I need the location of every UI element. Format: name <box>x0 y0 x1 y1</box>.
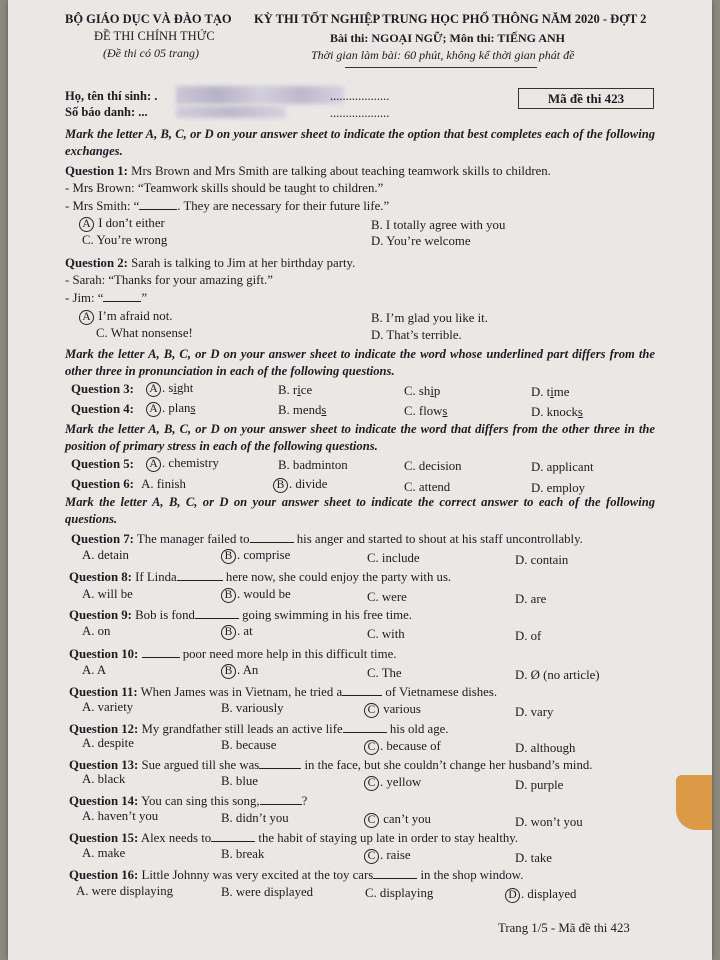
q11-option-d: D. vary <box>515 705 554 719</box>
q5-option-a: A . chemistry <box>146 457 219 472</box>
q2-option-a: A I’m afraid not. <box>79 310 172 325</box>
q14-stem: Question 14: You can sing this song, ? <box>69 794 308 808</box>
q2-option-c: C. What nonsense! <box>96 326 193 340</box>
q9-option-a: A. on <box>82 624 111 638</box>
header-rule <box>345 67 537 68</box>
q7-option-c: C. include <box>367 551 420 565</box>
time-line: Thời gian làm bài: 60 phút, không kể thời gian phát đề <box>311 48 575 62</box>
q5-option-b: B. badminton <box>278 458 348 472</box>
id-dots: ................... <box>330 106 390 120</box>
q15-option-a: A. make <box>82 846 126 860</box>
q1-stem: Question 1: Mrs Brown and Mrs Smith are talking about teaching teamwork skills to children. <box>65 164 551 178</box>
id-label: Số báo danh: ... <box>65 105 148 119</box>
q8-stem: Question 8: If Linda here now, she could enjoy the party with us. <box>69 570 452 584</box>
subject-line: Bài thi: NGOẠI NGỮ; Môn thi: TIẾNG ANH <box>330 31 566 45</box>
q16-option-c: C. displaying <box>365 886 434 900</box>
q16-option-b: B. were displayed <box>221 885 314 899</box>
instruction-exchanges: Mark the letter A, B, C, or D on your answer sheet to indicate the option that best completes each of the following exchanges. <box>65 127 655 158</box>
q12-stem: Question 12: My grandfather still leads an active life his old age. <box>69 722 449 736</box>
q4-row: Question 4: <box>71 402 134 416</box>
q10-option-b: B . An <box>221 664 258 679</box>
q3-option-b: B. rice <box>278 383 313 397</box>
q6-option-b: B . divide <box>273 478 327 493</box>
q16-stem: Question 16: Little Johnny was very excited at the toy cars in the shop window. <box>69 868 524 882</box>
q3-option-a: A . sight <box>146 382 193 397</box>
q16-option-d: D . displayed <box>505 888 576 903</box>
q13-stem: Question 13: Sue argued till she was in the face, but she couldn’t change her husband’s mind. <box>69 758 593 772</box>
q15-option-b: B. break <box>221 847 265 861</box>
exam-code-box: Mã đề thi 423 <box>518 88 654 109</box>
q14-option-c: C can’t you <box>364 813 431 828</box>
name-dots: ................... <box>330 89 390 103</box>
ministry-title: BỘ GIÁO DỤC VÀ ĐÀO TẠO <box>65 12 232 26</box>
redacted-id <box>176 106 286 118</box>
instruction-correct: Mark the letter A, B, C, or D on your answer sheet to indicate the correct answer to each of the following questions. <box>65 495 655 526</box>
q2-option-b: B. I’m glad you like it. <box>371 311 488 325</box>
q11-stem: Question 11: When James was in Vietnam, he tried a of Vietnamese dishes. <box>69 685 498 699</box>
q5-option-c: C. decision <box>404 459 462 473</box>
q7-option-d: D. contain <box>515 553 569 567</box>
q13-option-c: C . yellow <box>364 776 421 791</box>
q14-option-a: A. haven’t you <box>82 809 159 823</box>
q4-option-d: D. knocks <box>531 405 583 419</box>
q12-option-d: D. although <box>515 741 576 755</box>
q9-option-b: B . at <box>221 625 253 640</box>
q16-option-a: A. were displaying <box>76 884 174 898</box>
instruction-stress: Mark the letter A, B, C, or D on your answer sheet to indicate the word that differs from the other three in the position of primary stress in each of the following questions. <box>65 422 655 453</box>
q11-option-c: C various <box>364 703 421 718</box>
q2-line1: - Sarah: “Thanks for your amazing gift.” <box>65 273 273 287</box>
q12-option-a: A. despite <box>82 736 134 750</box>
q12-option-b: B. because <box>221 738 277 752</box>
q10-option-a: A. A <box>82 663 107 677</box>
q8-option-a: A. will be <box>82 587 133 601</box>
q1-option-b: B. I totally agree with you <box>371 218 506 232</box>
q11-option-b: B. variously <box>221 701 284 715</box>
name-label: Họ, tên thí sinh: . <box>65 89 158 103</box>
q8-option-c: C. were <box>367 590 407 604</box>
q3-row: Question 3: <box>71 382 134 396</box>
q9-option-c: C. with <box>367 627 405 641</box>
q4-option-c: C. flows <box>404 404 448 418</box>
q5-row: Question 5: <box>71 457 134 471</box>
q4-option-a: A . plans <box>146 402 195 417</box>
q10-option-d: D. Ø (no article) <box>515 668 600 682</box>
q4-option-b: B. mends <box>278 403 327 417</box>
q9-option-d: D. of <box>515 629 542 643</box>
q11-option-a: A. variety <box>82 700 134 714</box>
q7-stem: Question 7: The manager failed to his anger and started to shout at his staff uncontrollably. <box>71 532 583 546</box>
page-footer: Trang 1/5 - Mã đề thi 423 <box>498 921 630 935</box>
q15-option-d: D. take <box>515 851 552 865</box>
q6-row: Question 6: A. finish <box>71 477 186 491</box>
q2-stem: Question 2: Sarah is talking to Jim at her birthday party. <box>65 256 356 270</box>
exam-title: KỲ THI TỐT NGHIỆP TRUNG HỌC PHỔ THÔNG NĂM 2020 - ĐỢT 2 <box>254 12 647 26</box>
q15-stem: Question 15: Alex needs to the habit of staying up late in order to stay healthy. <box>69 831 519 845</box>
q10-stem: Question 10: poor need more help in this difficult time. <box>69 647 397 661</box>
q3-option-c: C. ship <box>404 384 441 398</box>
tape-strip <box>676 775 712 830</box>
q7-option-b: B . comprise <box>221 549 290 564</box>
q14-option-d: D. won’t you <box>515 815 583 829</box>
page-count: (Đề thi có 05 trang) <box>103 46 199 60</box>
q1-option-a: A I don’t either <box>79 217 165 232</box>
q13-option-b: B. blue <box>221 774 258 788</box>
q12-option-c: C . because of <box>364 740 441 755</box>
q6-option-c: C. attend <box>404 480 451 494</box>
exam-page <box>8 0 712 960</box>
q2-line2: - Jim: “ ” <box>65 291 148 305</box>
q3-option-d: D. time <box>531 385 570 399</box>
q8-option-d: D. are <box>515 592 547 606</box>
q1-line2: - Mrs Smith: “ . They are necessary for their future life.” <box>65 199 390 213</box>
q5-option-d: D. applicant <box>531 460 594 474</box>
instruction-pronunciation: Mark the letter A, B, C, or D on your answer sheet to indicate the word whose underlined part differs from the other three in pronunciation in each of the following questions. <box>65 347 655 378</box>
official-label: ĐỀ THI CHÍNH THỨC <box>94 29 215 43</box>
q6-option-d: D. employ <box>531 481 586 495</box>
q14-option-b: B. didn’t you <box>221 811 289 825</box>
q2-option-d: D. That’s terrible. <box>371 328 462 342</box>
q13-option-a: A. black <box>82 772 126 786</box>
q1-line1: - Mrs Brown: “Teamwork skills should be taught to children.” <box>65 181 384 195</box>
q1-option-d: D. You’re welcome <box>371 234 471 248</box>
redacted-name <box>176 86 344 104</box>
q13-option-d: D. purple <box>515 778 564 792</box>
q8-option-b: B . would be <box>221 588 291 603</box>
q1-option-c: C. You’re wrong <box>82 233 168 247</box>
q7-option-a: A. detain <box>82 548 129 562</box>
q10-option-c: C. The <box>367 666 402 680</box>
q15-option-c: C . raise <box>364 849 411 864</box>
q9-stem: Question 9: Bob is fond going swimming in his free time. <box>69 608 412 622</box>
